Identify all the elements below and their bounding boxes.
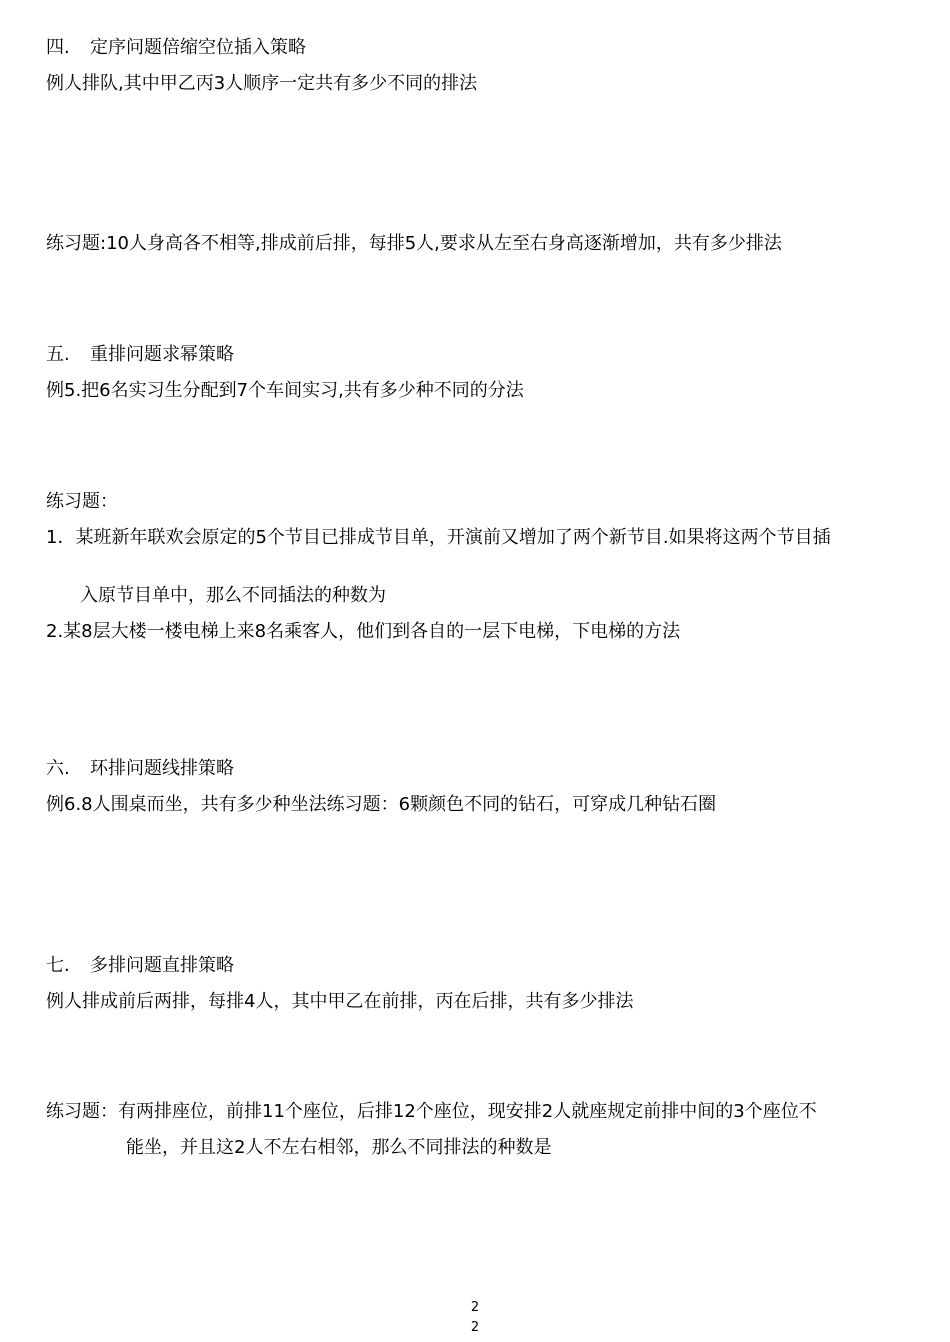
section-number: 五. bbox=[46, 344, 70, 365]
section-5-example: 例5.把6名实习生分配到7个车间实习,共有多少种不同的分法 bbox=[46, 380, 524, 401]
section-7-exercise-line-1: 练习题：有两排座位，前排11个座位，后排12个座位，现安排2人就座规定前排中间的3个座位不 bbox=[46, 1101, 817, 1122]
section-title: 定序问题倍缩空位插入策略 bbox=[90, 37, 306, 58]
section-4-exercise: 练习题:10人身高各不相等,排成前后排，每排5人,要求从左至右身高逐渐增加，共有多少排法 bbox=[46, 233, 782, 254]
section-title: 重排问题求幂策略 bbox=[90, 344, 234, 365]
section-title: 环排问题线排策略 bbox=[90, 758, 234, 779]
section-6-heading bbox=[46, 757, 234, 781]
section-number: 四. bbox=[46, 37, 70, 58]
section-7-exercise-line-2: 能坐，并且这2人不左右相邻，那么不同排法的种数是 bbox=[126, 1137, 552, 1158]
section-number: 七. bbox=[46, 955, 70, 976]
section-4-heading bbox=[46, 36, 306, 60]
section-title: 多排问题直排策略 bbox=[90, 955, 234, 976]
section-number: 六. bbox=[46, 758, 70, 779]
page-number: 2 bbox=[470, 1320, 480, 1335]
section-5-exercise-label: 练习题： bbox=[46, 491, 118, 512]
section-5-exercise-1: 1．某班新年联欢会原定的5个节目已排成节目单，开演前又增加了两个新节目.如果将这两个节目插 bbox=[46, 527, 831, 548]
section-5-exercise-1-continued: 入原节目单中，那么不同插法的种数为 bbox=[80, 585, 386, 606]
section-7-example: 例人排成前后两排，每排4人，其中甲乙在前排，丙在后排，共有多少排法 bbox=[46, 991, 634, 1012]
section-4-example: 例人排队,其中甲乙丙3人顺序一定共有多少不同的排法 bbox=[46, 73, 478, 94]
section-5-exercise-2: 2.某8层大楼一楼电梯上来8名乘客人，他们到各自的一层下电梯，下电梯的方法 bbox=[46, 621, 681, 642]
page-number: 2 bbox=[470, 1300, 480, 1315]
section-6-example: 例6.8人围桌而坐，共有多少种坐法练习题：6颗颜色不同的钻石，可穿成几种钻石圈 bbox=[46, 794, 717, 815]
section-7-heading bbox=[46, 954, 234, 978]
section-5-heading bbox=[46, 343, 234, 367]
